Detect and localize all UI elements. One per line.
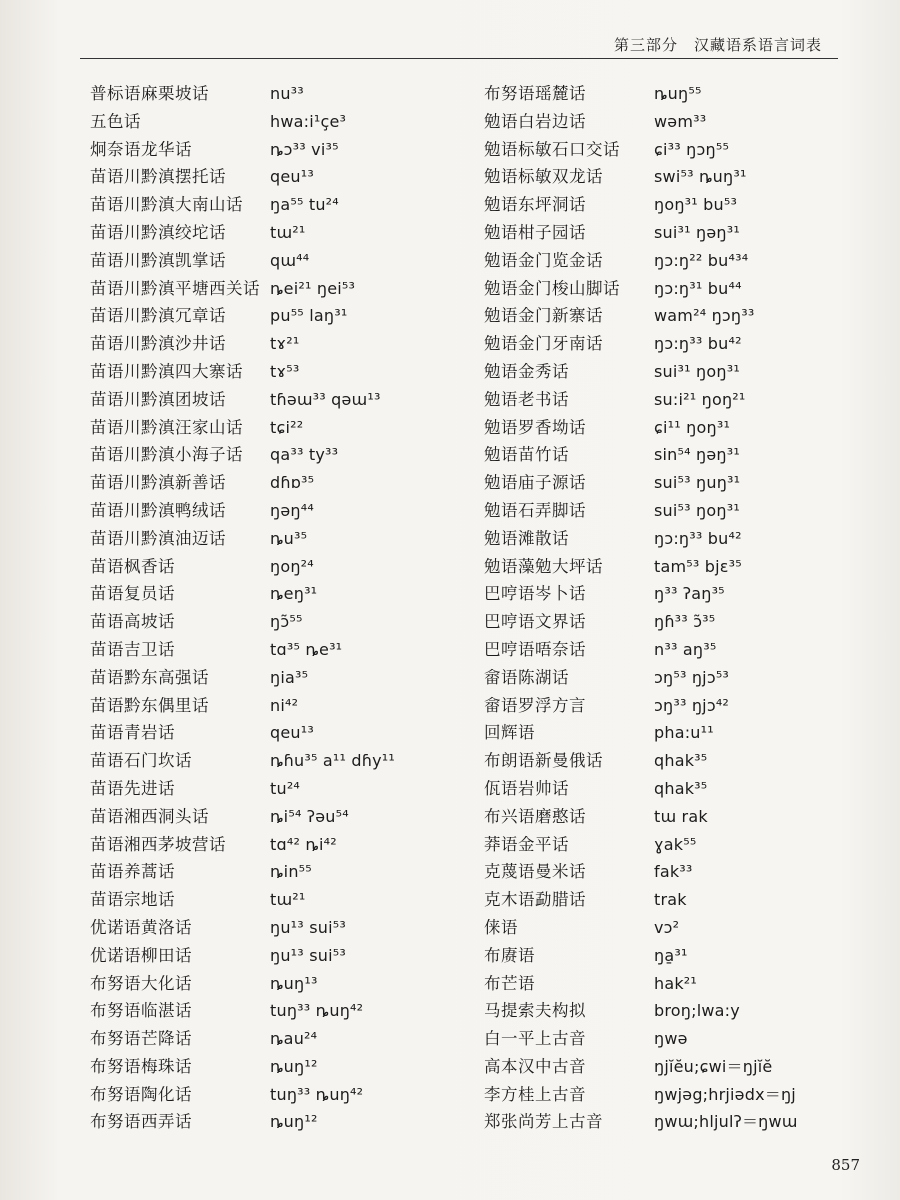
dialect-name: 勉语白岩边话 bbox=[484, 111, 586, 131]
dialect-name: 勉语苗竹话 bbox=[484, 445, 569, 465]
phonetic-form: qeu¹³ bbox=[270, 167, 314, 187]
phonetic-form: nu³³ bbox=[270, 84, 304, 103]
word-entry bbox=[90, 831, 460, 859]
page-number: 857 bbox=[831, 1156, 860, 1174]
phonetic-form: ŋwə bbox=[654, 1029, 688, 1049]
dialect-name: 巴哼语文界话 bbox=[484, 612, 586, 632]
phonetic-form: su:i²¹ ŋoŋ²¹ bbox=[654, 389, 746, 409]
word-entry bbox=[90, 886, 460, 914]
phonetic-form: ŋɔ:ŋ³³ bu⁴² bbox=[654, 528, 742, 548]
phonetic-form: ŋu¹³ sui⁵³ bbox=[270, 917, 346, 937]
dialect-name: 勉语金门新寨话 bbox=[484, 306, 603, 326]
dialect-name: 苗语川黔滇冗章话 bbox=[90, 306, 226, 326]
word-entry bbox=[90, 942, 460, 970]
phonetic-form: sui⁵³ ŋoŋ³¹ bbox=[654, 500, 740, 520]
dialect-name: 苗语川黔滇摆托话 bbox=[90, 167, 226, 187]
dialect-name: 俫语 bbox=[484, 917, 518, 937]
dialect-name: 优诺语黄洛话 bbox=[90, 917, 192, 937]
dialect-name: 苗语川黔滇团坡话 bbox=[90, 389, 226, 409]
word-entry bbox=[484, 886, 854, 914]
word-entry bbox=[484, 1025, 854, 1053]
word-entry bbox=[90, 497, 460, 525]
dialect-name: 巴哼语岑卜话 bbox=[484, 584, 586, 604]
phonetic-form: ŋɔ:ŋ³³ bu⁴² bbox=[654, 334, 742, 354]
dialect-name: 苗语黔东偶里话 bbox=[90, 695, 209, 715]
phonetic-form: hak²¹ bbox=[654, 973, 698, 993]
dialect-name: 苗语川黔滇大南山话 bbox=[90, 195, 243, 215]
dialect-name: 苗语湘西洞头话 bbox=[90, 806, 209, 826]
word-entry bbox=[90, 858, 460, 886]
dialect-name: 勉语庙子源话 bbox=[484, 473, 586, 493]
dialect-name: 苗语先进话 bbox=[90, 778, 175, 798]
phonetic-form: tɤ⁵³ bbox=[270, 361, 300, 381]
dialect-name: 布努语西弄话 bbox=[90, 1112, 192, 1132]
dialect-name: 勉语东坪洞话 bbox=[484, 195, 586, 215]
dialect-name: 炯奈语龙华话 bbox=[90, 139, 192, 159]
phonetic-form: ȵin⁵⁵ bbox=[270, 862, 312, 882]
phonetic-form: ɣak⁵⁵ bbox=[654, 834, 697, 854]
dialect-name: 布朗语新曼俄话 bbox=[484, 751, 603, 771]
word-entry bbox=[484, 664, 854, 692]
dialect-name: 马提索夫构拟 bbox=[484, 1001, 586, 1021]
dialect-name: 勉语金门览金话 bbox=[484, 250, 603, 270]
dialect-name: 苗语湘西茅坡营话 bbox=[90, 834, 226, 854]
word-entry bbox=[90, 747, 460, 775]
phonetic-form: qa³³ ty³³ bbox=[270, 445, 339, 465]
word-entry bbox=[90, 580, 460, 608]
word-entry bbox=[484, 775, 854, 803]
word-entry bbox=[484, 580, 854, 608]
dialect-name: 布努语陶化话 bbox=[90, 1084, 192, 1104]
phonetic-form: broŋ;lwa:y bbox=[654, 1001, 740, 1021]
dialect-name: 白一平上古音 bbox=[484, 1029, 586, 1049]
dialect-name: 克木语勐腊话 bbox=[484, 890, 586, 910]
word-entry bbox=[484, 386, 854, 414]
phonetic-form: tuŋ³³ ȵuŋ⁴² bbox=[270, 1001, 364, 1021]
word-entry bbox=[90, 914, 460, 942]
word-entry bbox=[90, 441, 460, 469]
phonetic-form: ŋa⁵⁵ tu²⁴ bbox=[270, 195, 339, 215]
phonetic-form: swi⁵³ ȵuŋ³¹ bbox=[654, 167, 747, 187]
phonetic-form: tɯ²¹ bbox=[270, 890, 306, 910]
phonetic-form: qeu¹³ bbox=[270, 723, 314, 743]
word-entry bbox=[90, 664, 460, 692]
phonetic-form: ŋɔ:ŋ²² bu⁴³⁴ bbox=[654, 250, 749, 270]
left-column bbox=[90, 80, 460, 1136]
phonetic-form: ȵeŋ³¹ bbox=[270, 584, 318, 604]
word-entry bbox=[90, 692, 460, 720]
word-entry bbox=[90, 553, 460, 581]
dialect-name: 苗语黔东高强话 bbox=[90, 667, 209, 687]
word-entry bbox=[90, 80, 460, 108]
phonetic-form: ŋoŋ²⁴ bbox=[270, 556, 314, 576]
word-entry bbox=[484, 441, 854, 469]
word-entry bbox=[90, 219, 460, 247]
dialect-name: 勉语金秀话 bbox=[484, 361, 569, 381]
phonetic-form: dɦɒ³⁵ bbox=[270, 473, 315, 493]
word-entry bbox=[484, 497, 854, 525]
dialect-name: 苗语枫香话 bbox=[90, 556, 175, 576]
word-entry bbox=[484, 191, 854, 219]
dialect-name: 苗语吉卫话 bbox=[90, 639, 175, 659]
word-entry bbox=[484, 469, 854, 497]
phonetic-form: tɑ³⁵ ȵe³¹ bbox=[270, 639, 343, 659]
word-entry bbox=[484, 831, 854, 859]
phonetic-form: ŋia³⁵ bbox=[270, 667, 309, 687]
dialect-name: 苗语石门坎话 bbox=[90, 751, 192, 771]
word-entry bbox=[90, 247, 460, 275]
word-entry bbox=[484, 1053, 854, 1081]
phonetic-form: ɕi¹¹ ŋoŋ³¹ bbox=[654, 417, 731, 437]
word-entry bbox=[484, 636, 854, 664]
phonetic-form: ȵuŋ¹³ bbox=[270, 973, 318, 993]
word-entry bbox=[90, 1025, 460, 1053]
dialect-name: 苗语川黔滇汪家山话 bbox=[90, 417, 243, 437]
word-entry bbox=[484, 247, 854, 275]
phonetic-form: tɦəɯ³³ qəɯ¹³ bbox=[270, 389, 381, 409]
dialect-name: 勉语金门梭山脚话 bbox=[484, 278, 620, 298]
dialect-name: 畲语罗浮方言 bbox=[484, 695, 586, 715]
dialect-name: 勉语老书话 bbox=[484, 389, 569, 409]
phonetic-form: ŋoŋ³¹ bu⁵³ bbox=[654, 195, 738, 215]
phonetic-form: n³³ aŋ³⁵ bbox=[654, 639, 717, 659]
phonetic-form: ɔŋ⁵³ ŋjɔ⁵³ bbox=[654, 667, 730, 687]
word-entry bbox=[90, 358, 460, 386]
phonetic-form: ȵuŋ¹² bbox=[270, 1056, 318, 1076]
dialect-name: 苗语川黔滇鸭绒话 bbox=[90, 500, 226, 520]
word-entry bbox=[484, 970, 854, 998]
word-entry bbox=[90, 469, 460, 497]
word-entry bbox=[484, 858, 854, 886]
word-entry bbox=[90, 386, 460, 414]
word-entry bbox=[90, 136, 460, 164]
word-entry bbox=[90, 414, 460, 442]
dialect-name: 莽语金平话 bbox=[484, 834, 569, 854]
dialect-name: 勉语藻勉大坪话 bbox=[484, 556, 603, 576]
phonetic-form: wam²⁴ ŋɔŋ³³ bbox=[654, 306, 755, 326]
phonetic-form: tam⁵³ bjɛ³⁵ bbox=[654, 556, 742, 576]
word-entry bbox=[484, 136, 854, 164]
phonetic-form: ŋɔ:ŋ³¹ bu⁴⁴ bbox=[654, 278, 742, 298]
phonetic-form: sin⁵⁴ ŋəŋ³¹ bbox=[654, 445, 740, 465]
dialect-name: 五色话 bbox=[90, 111, 141, 131]
phonetic-form: tɯ rak bbox=[654, 806, 708, 826]
phonetic-form: tɑ⁴² ȵi⁴² bbox=[270, 834, 337, 854]
word-entry bbox=[90, 803, 460, 831]
phonetic-form: ŋɦ³³ ɔ̃³⁵ bbox=[654, 612, 716, 632]
dialect-name: 布芒语 bbox=[484, 973, 535, 993]
phonetic-form: ɕi³³ ŋɔŋ⁵⁵ bbox=[654, 139, 730, 159]
phonetic-form: tɯ²¹ bbox=[270, 222, 306, 242]
word-entry bbox=[484, 803, 854, 831]
word-entry bbox=[90, 1053, 460, 1081]
dialect-name: 畲语陈湖话 bbox=[484, 667, 569, 687]
word-entry bbox=[484, 525, 854, 553]
phonetic-form: sui⁵³ ŋuŋ³¹ bbox=[654, 473, 741, 493]
word-entry bbox=[484, 414, 854, 442]
header-rule bbox=[80, 58, 838, 59]
phonetic-form: pha:u¹¹ bbox=[654, 723, 714, 743]
phonetic-form: qhak³⁵ bbox=[654, 778, 708, 798]
word-entry bbox=[484, 997, 854, 1025]
dialect-name: 苗语川黔滇沙井话 bbox=[90, 334, 226, 354]
word-entry bbox=[484, 1108, 854, 1136]
word-entry bbox=[90, 1081, 460, 1109]
dialect-name: 布努语大化话 bbox=[90, 973, 192, 993]
word-entry bbox=[484, 553, 854, 581]
dialect-name: 巴哼语唔奈话 bbox=[484, 639, 586, 659]
dialect-name: 勉语石弄脚话 bbox=[484, 500, 586, 520]
word-entry bbox=[90, 163, 460, 191]
word-entry bbox=[484, 330, 854, 358]
phonetic-form: ȵi⁵⁴ ʔəu⁵⁴ bbox=[270, 806, 349, 826]
dialect-name: 苗语川黔滇小海子话 bbox=[90, 445, 243, 465]
word-entry bbox=[90, 302, 460, 330]
dialect-name: 佤语岩帅话 bbox=[484, 778, 569, 798]
phonetic-form: wəm³³ bbox=[654, 111, 707, 131]
dialect-name: 勉语金门牙南话 bbox=[484, 334, 603, 354]
dialect-name: 勉语标敏双龙话 bbox=[484, 167, 603, 187]
dialect-name: 苗语川黔滇新善话 bbox=[90, 473, 226, 493]
phonetic-form: ȵuŋ¹² bbox=[270, 1112, 318, 1132]
word-entry bbox=[484, 1081, 854, 1109]
phonetic-form: sui³¹ ŋoŋ³¹ bbox=[654, 361, 740, 381]
right-column bbox=[484, 80, 854, 1136]
phonetic-form: ȵuŋ⁵⁵ bbox=[654, 84, 702, 103]
word-entry bbox=[90, 108, 460, 136]
word-entry bbox=[484, 692, 854, 720]
dialect-name: 苗语川黔滇凯掌话 bbox=[90, 250, 226, 270]
dialect-name: 勉语标敏石口交话 bbox=[484, 139, 620, 159]
dialect-name: 苗语养蒿话 bbox=[90, 862, 175, 882]
phonetic-form: qhak³⁵ bbox=[654, 751, 708, 771]
phonetic-form: ŋwjəg;hrjiədx＝ŋj bbox=[654, 1084, 796, 1104]
word-entry bbox=[90, 608, 460, 636]
word-entry bbox=[484, 358, 854, 386]
phonetic-form: ŋjĭĕu;ɕwi＝ŋjĭĕ bbox=[654, 1056, 773, 1076]
dialect-name: 苗语青岩话 bbox=[90, 723, 175, 743]
dialect-name: 苗语高坡话 bbox=[90, 612, 175, 632]
dialect-name: 布兴语磨憨话 bbox=[484, 806, 586, 826]
dialect-name: 苗语川黔滇平塘西关话 bbox=[90, 278, 260, 298]
phonetic-form: ȵɦu³⁵ a¹¹ dɦy¹¹ bbox=[270, 751, 395, 771]
dialect-name: 苗语复员话 bbox=[90, 584, 175, 604]
word-entry bbox=[484, 719, 854, 747]
word-entry bbox=[90, 719, 460, 747]
dialect-name: 优诺语柳田话 bbox=[90, 945, 192, 965]
phonetic-form: tu²⁴ bbox=[270, 778, 301, 798]
phonetic-form: ŋwɯ;hljulʔ＝ŋwɯ bbox=[654, 1112, 798, 1132]
dialect-name: 李方桂上古音 bbox=[484, 1084, 586, 1104]
dialect-name: 郑张尚芳上古音 bbox=[484, 1112, 603, 1132]
word-entry bbox=[90, 775, 460, 803]
phonetic-form: ŋ³³ ʔaŋ³⁵ bbox=[654, 584, 725, 604]
word-entry bbox=[484, 219, 854, 247]
word-entry bbox=[484, 608, 854, 636]
word-entry bbox=[484, 275, 854, 303]
phonetic-form: hwa:i¹çe³ bbox=[270, 111, 347, 131]
phonetic-form: ȵau²⁴ bbox=[270, 1029, 318, 1049]
dialect-name: 勉语滩散话 bbox=[484, 528, 569, 548]
dialect-name: 勉语柑子园话 bbox=[484, 222, 586, 242]
word-entry bbox=[90, 330, 460, 358]
word-entry bbox=[90, 636, 460, 664]
word-entry bbox=[484, 80, 854, 108]
word-entry bbox=[90, 525, 460, 553]
phonetic-form: trak bbox=[654, 890, 687, 910]
word-entry bbox=[90, 970, 460, 998]
word-entry bbox=[90, 191, 460, 219]
phonetic-form: pu⁵⁵ laŋ³¹ bbox=[270, 306, 348, 326]
word-entry bbox=[484, 942, 854, 970]
phonetic-form: ɔŋ³³ ŋjɔ⁴² bbox=[654, 695, 730, 715]
phonetic-form: ȵɔ³³ vi³⁵ bbox=[270, 139, 339, 159]
phonetic-form: ŋu¹³ sui⁵³ bbox=[270, 945, 346, 965]
word-entry bbox=[484, 108, 854, 136]
word-entry bbox=[90, 1108, 460, 1136]
phonetic-form: ŋɔ̃⁵⁵ bbox=[270, 612, 303, 632]
word-entry bbox=[484, 163, 854, 191]
dialect-name: 布努语梅珠话 bbox=[90, 1056, 192, 1076]
phonetic-form: vɔ² bbox=[654, 917, 680, 937]
phonetic-form: qɯ⁴⁴ bbox=[270, 250, 310, 270]
dialect-name: 高本汉中古音 bbox=[484, 1056, 586, 1076]
dialect-name: 布赓语 bbox=[484, 945, 535, 965]
phonetic-form: ŋəŋ⁴⁴ bbox=[270, 500, 314, 520]
dialect-name: 勉语罗香坳话 bbox=[484, 417, 586, 437]
phonetic-form: tɕi²² bbox=[270, 417, 304, 437]
phonetic-form: sui³¹ ŋəŋ³¹ bbox=[654, 222, 740, 242]
word-entry bbox=[90, 997, 460, 1025]
phonetic-form: ni⁴² bbox=[270, 695, 299, 715]
dialect-name: 布努语芒降话 bbox=[90, 1029, 192, 1049]
word-entry bbox=[484, 747, 854, 775]
phonetic-form: tɤ²¹ bbox=[270, 334, 300, 354]
word-entry bbox=[90, 275, 460, 303]
phonetic-form: tuŋ³³ ȵuŋ⁴² bbox=[270, 1084, 364, 1104]
dialect-name: 苗语川黔滇油迈话 bbox=[90, 528, 226, 548]
dialect-name: 克蔑语曼米话 bbox=[484, 862, 586, 882]
word-entry bbox=[484, 914, 854, 942]
phonetic-form: fak³³ bbox=[654, 862, 693, 882]
dialect-name: 苗语川黔滇四大寨话 bbox=[90, 361, 243, 381]
dialect-name: 苗语川黔滇绞坨话 bbox=[90, 222, 226, 242]
word-entry bbox=[484, 302, 854, 330]
dialect-name: 布努语瑶麓话 bbox=[484, 84, 586, 103]
dialect-name: 苗语宗地话 bbox=[90, 890, 175, 910]
phonetic-form: ŋa̱³¹ bbox=[654, 945, 688, 965]
phonetic-form: ȵu³⁵ bbox=[270, 528, 308, 548]
running-header: 第三部分 汉藏语系语言词表 bbox=[613, 36, 822, 54]
dialect-name: 回辉语 bbox=[484, 723, 535, 743]
dialect-name: 布努语临湛话 bbox=[90, 1001, 192, 1021]
phonetic-form: ȵei²¹ ŋei⁵³ bbox=[270, 278, 356, 298]
dialect-name: 普标语麻栗坡话 bbox=[90, 84, 209, 103]
